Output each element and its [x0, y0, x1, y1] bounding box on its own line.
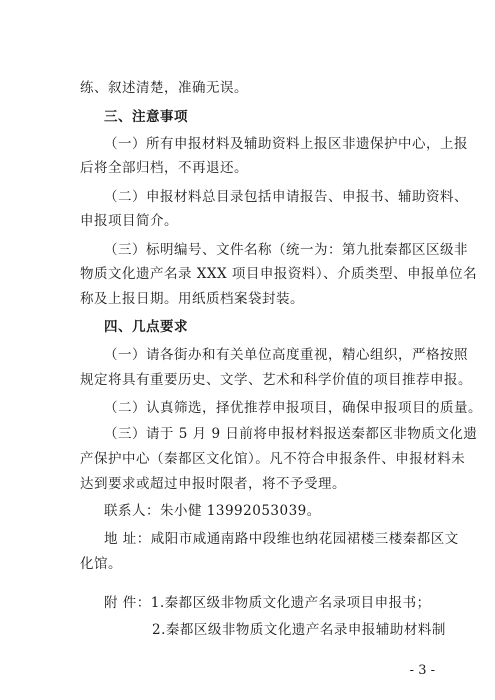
paragraph-line: （三）请于 5 月 9 日前将申报材料报送秦都区非物质文化遗 [104, 426, 478, 442]
paragraph-line: （一）请各街办和有关单位高度重视，精心组织，严格按照 [104, 347, 468, 363]
attachment-line: 附 件：1.秦都区级非物质文化遗产名录项目申报书； [104, 595, 431, 611]
section-3-heading: 三、注意事项 [104, 109, 188, 125]
paragraph-line: 后将全部归档，不再退还。 [80, 160, 248, 176]
section-4-heading: 四、几点要求 [104, 319, 188, 335]
paragraph-line: （二）认真筛选，择优推荐申报项目，确保申报项目的质量。 [104, 400, 482, 416]
paragraph-line: 产保护中心（秦都区文化馆）。凡不符合申报条件、申报材料未 [80, 451, 466, 467]
address-line: 地 址：咸阳市咸通南路中段维也纳花园裙楼三楼秦都区文 [104, 531, 459, 547]
paragraph-line: 物质文化遗产名录 XXX 项目申报资料）、介质类型、申报单位名 [80, 266, 478, 282]
paragraph-line: 称及上报日期。用纸质档案袋封装。 [80, 291, 304, 307]
contact-line: 联系人：朱小健 13992053039。 [104, 503, 321, 519]
paragraph-line: （三）标明编号、文件名称（统一为：第九批秦都区区级非 [104, 242, 468, 258]
address-line: 化馆。 [80, 556, 122, 572]
paragraph-line: 申报项目简介。 [80, 213, 178, 229]
paragraph-line: 规定将具有重要历史、文学、艺术和科学价值的项目推荐申报。 [80, 372, 472, 388]
attachment-line: 2.秦都区级非物质文化遗产名录申报辅助材料制 [152, 622, 446, 638]
page-number: - 3 - [409, 663, 435, 678]
paragraph-line: （二）申报材料总目录包括申请报告、申报书、辅助资料、 [104, 189, 468, 205]
paragraph-line: 练、叙述清楚，准确无误。 [80, 80, 248, 96]
paragraph-line: 达到要求或超过申报时限者，将不予受理。 [80, 476, 346, 492]
paragraph-line: （一）所有申报材料及辅助资料上报区非遗保护中心，上报 [104, 136, 468, 152]
